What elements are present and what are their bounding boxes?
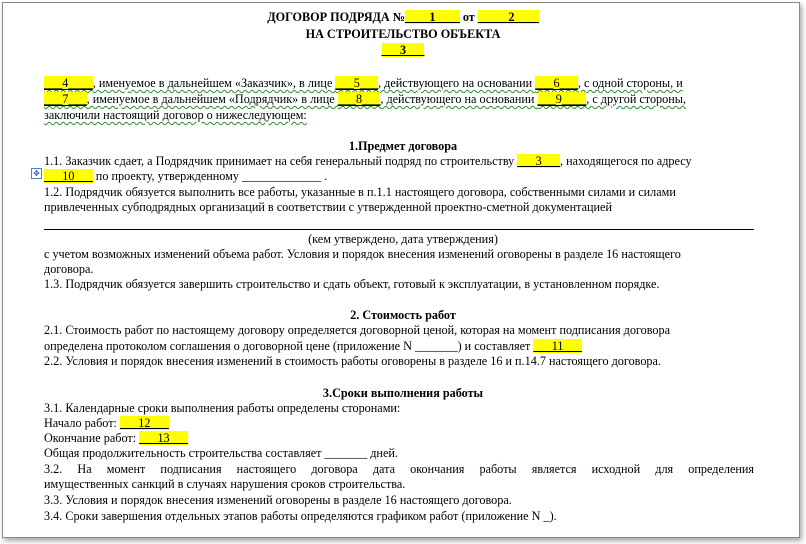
field-13[interactable]: ___13___	[139, 431, 188, 445]
intro-text: , с другой стороны,	[586, 92, 686, 106]
intro-text: , именуемое в дальнейшем «Заказчик», в лице	[92, 76, 336, 90]
field-2[interactable]: _____2____	[477, 10, 539, 24]
field-9[interactable]: ___9____	[537, 92, 587, 106]
intro-line-2	[44, 92, 686, 106]
field-12[interactable]: ___12___	[120, 416, 169, 430]
intro-text: , действующего на основании	[380, 92, 538, 106]
end-label: Окончание работ:	[44, 431, 140, 445]
intro-text: , именуемое в дальнейшем «Подрядчик» в лице	[86, 92, 338, 106]
table-move-handle-icon[interactable]: ✥	[31, 168, 42, 179]
field-10[interactable]: ___10___	[44, 169, 93, 183]
section-3-heading: 3.Сроки выполнения работы	[322, 386, 484, 400]
start-date-line	[44, 416, 169, 430]
field-8[interactable]: ___8___	[337, 92, 381, 106]
title-text: ДОГОВОР ПОДРЯДА №	[267, 10, 405, 24]
intro-text: , действующего на основании	[378, 76, 536, 90]
field-7[interactable]: ___7___	[44, 92, 87, 106]
clause-2-1-cont	[44, 339, 582, 353]
clause-3-3: 3.3. Условия и порядок внесения изменений оговорены в разделе 16 настоящего договора.	[44, 493, 512, 507]
field-3[interactable]: ___3___	[517, 154, 560, 168]
clause-2-2: 2.2. Условия и порядок внесения изменений в стоимость работы оговорены в разделе 16 и п.14.7 настоящего договора.	[44, 354, 661, 368]
clause-3-2-cont: имущественных санкций в случаях нарушения сроков строительства.	[44, 477, 406, 491]
clause-1-2: 1.2. Подрядчик обязуется выполнить все работы, указанные в п.1.1 настоящего договора, собственными силами и силами	[44, 185, 676, 199]
title-text-from: от	[459, 10, 478, 24]
end-date-line	[44, 431, 188, 445]
section-2-heading: 2. Стоимость работ	[350, 308, 456, 322]
clause-1-2-cont: привлеченных субподрядных организаций в соответствии с утвержденной проектно-сметной документацией	[44, 200, 612, 214]
clause-text: , находящегося по адресу	[559, 154, 692, 168]
intro-text: , с одной стороны, и	[577, 76, 683, 90]
intro-line-3: заключили настоящий договор о нижеследующем:	[44, 108, 307, 122]
clause-1-1	[44, 154, 692, 168]
field-11[interactable]: ___11___	[533, 339, 582, 353]
field-3-title[interactable]: ___3___	[381, 43, 425, 57]
document-subtitle: НА СТРОИТЕЛЬСТВО ОБЪЕКТА	[305, 27, 501, 41]
clause-2-1: 2.1. Стоимость работ по настоящему договору определяется договорной ценой, которая на момент подписания договора	[44, 323, 670, 337]
clause-1-2-end: договора.	[44, 262, 94, 276]
section-1-heading: 1.Предмет договора	[348, 139, 458, 153]
clause-3-1: 3.1. Календарные сроки выполнения работы определены сторонами:	[44, 401, 401, 415]
document-title	[0, 10, 806, 24]
clause-text: по проекту, утвержденному _____________ .	[92, 169, 328, 183]
intro-line-1	[44, 76, 683, 90]
clause-1-1-cont	[44, 169, 327, 183]
field-6[interactable]: ___6___	[535, 76, 578, 90]
clause-1-3: 1.3. Подрядчик обязуется завершить строительство и сдать объект, готовый к эксплуатации, в установленном порядке.	[44, 277, 660, 291]
clause-text: 1.1. Заказчик сдает, а Подрядчик принимает на себя генеральный подряд по строительству	[44, 154, 518, 168]
title-object-line	[0, 43, 806, 57]
clause-text: определена протоколом соглашения о договорной цене (приложение N _______) и составляет	[44, 339, 534, 353]
field-1[interactable]: ____1____	[404, 10, 460, 24]
clause-3-2: 3.2. На момент подписания настоящего договора дата окончания работы является исходной для определения	[44, 462, 754, 476]
fill-in-line	[44, 229, 754, 230]
fill-in-caption: (кем утверждено, дата утверждения)	[308, 232, 498, 246]
duration-line: Общая продолжительность строительства составляет _______ дней.	[44, 446, 398, 460]
field-5[interactable]: ___5___	[335, 76, 379, 90]
field-4[interactable]: ___4____	[44, 76, 93, 90]
clause-1-2-cont2: с учетом возможных изменений объема работ. Условия и порядок внесения изменений оговорены в разделе 16 настоящего	[44, 247, 681, 261]
start-label: Начало работ:	[44, 416, 120, 430]
clause-3-4: 3.4. Сроки завершения отдельных этапов работы определяются графиком работ (приложение N _).	[44, 509, 557, 523]
